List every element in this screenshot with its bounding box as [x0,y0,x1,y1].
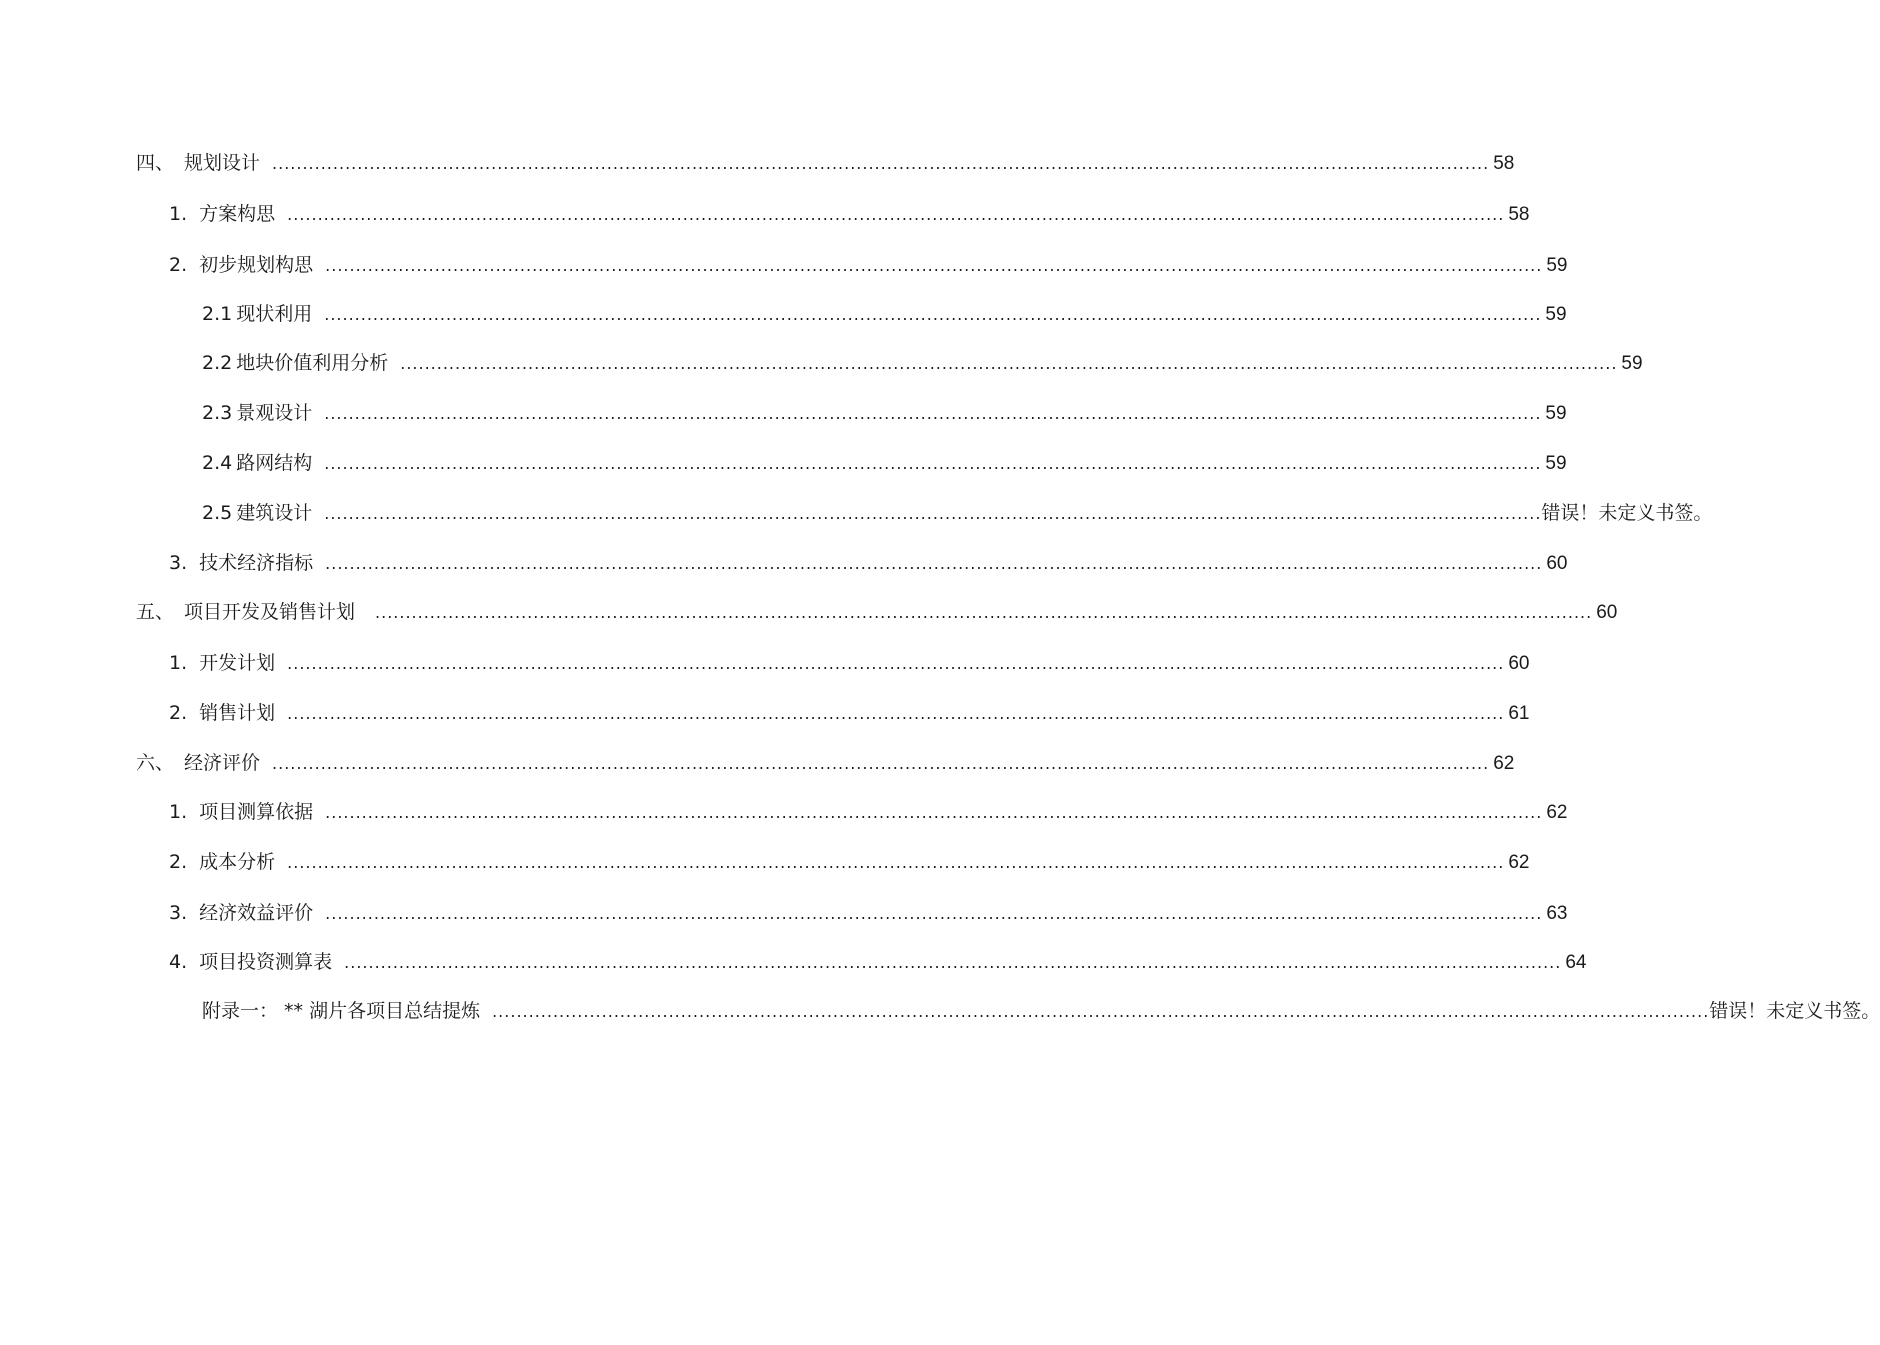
bookmark-error-text: 错误！未定义书签。 [1541,502,1713,524]
toc-entry-number: 五、 [136,601,175,623]
toc-entry[interactable] [202,398,1567,428]
dot-leader: ........................................................................................................................................................................................................ [324,504,1542,523]
toc-entry-page: 63 [1546,903,1568,924]
toc-entry-title: 初步规划构思 [199,254,314,276]
toc-entry-number: 1. [169,652,188,674]
toc-entry-page: 58 [1508,204,1530,225]
toc-entry-number: 2. [169,851,188,873]
toc-entry[interactable] [169,898,1568,928]
toc-entry-number: 3. [169,902,188,924]
toc-entry[interactable] [169,698,1530,728]
toc-entry-title: 销售计划 [199,702,276,724]
toc-entry-page: 62 [1546,802,1568,823]
toc-entry-page: 64 [1565,952,1587,973]
toc-entry-title: 技术经济指标 [199,552,314,574]
toc-entry[interactable] [202,348,1643,378]
toc-entry-page: 60 [1508,653,1530,674]
toc-entry-title: 成本分析 [199,851,276,873]
toc-entry-number: 四、 [136,152,175,174]
dot-leader: ........................................................................................................................................................................................................ [324,454,1542,473]
dot-leader: ........................................................................................................................................................................................................ [324,305,1542,324]
toc-entry-number: 1. [169,203,188,225]
toc-entry[interactable] [202,498,1713,528]
toc-entry[interactable] [136,597,1618,627]
toc-entry[interactable] [169,250,1568,280]
toc-entry-title: 附录一： ** 湖片各项目总结提炼 [202,1000,481,1022]
toc-entry[interactable] [169,199,1530,229]
toc-entry[interactable] [202,448,1567,478]
toc-entry[interactable] [169,847,1530,877]
toc-entry[interactable] [136,748,1515,778]
toc-entry-page: 61 [1508,703,1530,724]
toc-entry[interactable] [169,648,1530,678]
toc-entry-title: 现状利用 [236,303,313,325]
dot-leader: ........................................................................................................................................................................................................ [325,803,1543,822]
toc-entry[interactable] [202,299,1567,329]
dot-leader: ........................................................................................................................................................................................................ [287,654,1505,673]
toc-entry-number: 1. [169,801,188,823]
toc-entry-title: 开发计划 [199,652,276,674]
dot-leader: ........................................................................................................................................................................................................ [344,953,1562,972]
toc-entry-page: 59 [1546,255,1568,276]
toc-entry-title: 项目投资测算表 [199,951,333,973]
toc-entry-number: 2. [169,254,188,276]
dot-leader: ........................................................................................................................................................................................................ [400,354,1618,373]
toc-entry-title: 经济评价 [184,752,261,774]
toc-entry-title: 项目测算依据 [199,801,314,823]
toc-entry-number: 2. [169,702,188,724]
toc-entry-page: 58 [1493,153,1515,174]
toc-entry-page: 59 [1545,403,1567,424]
dot-leader: ........................................................................................................................................................................................................ [287,205,1505,224]
toc-entry-title: 方案构思 [199,203,276,225]
dot-leader: ........................................................................................................................................................................................................ [324,404,1542,423]
toc-entry-page: 60 [1596,602,1618,623]
dot-leader: ........................................................................................................................................................................................................ [272,754,1490,773]
toc-appendix-entry[interactable] [202,996,1880,1026]
toc-entry-title: 路网结构 [236,452,313,474]
toc-entry-page: 60 [1546,553,1568,574]
bookmark-error-text: 错误！未定义书签。 [1709,1000,1880,1022]
toc-entry-number: 2.4 [202,452,233,474]
dot-leader: ........................................................................................................................................................................................................ [287,704,1505,723]
toc-entry-number: 2.5 [202,502,233,524]
toc-entry-number: 2.1 [202,303,233,325]
toc-entry-number: 2.3 [202,402,233,424]
dot-leader: ........................................................................................................................................................................................................ [325,256,1543,275]
dot-leader: ........................................................................................................................................................................................................ [325,904,1543,923]
dot-leader: ........................................................................................................................................................................................................ [272,154,1490,173]
toc-entry[interactable] [136,148,1515,178]
toc-entry-page: 59 [1621,353,1643,374]
toc-entry-title: 项目开发及销售计划 [184,601,356,623]
toc-entry[interactable] [169,548,1568,578]
toc-entry[interactable] [169,947,1587,977]
toc-entry-number: 六、 [136,752,175,774]
toc-entry-number: 3. [169,552,188,574]
toc-entry-title: 地块价值利用分析 [236,352,389,374]
toc-entry-number: 2.2 [202,352,233,374]
toc-entry-number: 4. [169,951,188,973]
toc-entry-title: 经济效益评价 [199,902,314,924]
toc-entry-title: 建筑设计 [236,502,313,524]
toc-entry-page: 62 [1493,753,1515,774]
dot-leader: ........................................................................................................................................................................................................ [492,1002,1710,1021]
toc-entry-page: 62 [1508,852,1530,873]
dot-leader: ........................................................................................................................................................................................................ [287,853,1505,872]
dot-leader: ........................................................................................................................................................................................................ [375,603,1593,622]
toc-entry-title: 规划设计 [184,152,261,174]
toc-entry-title: 景观设计 [236,402,313,424]
toc-entry-page: 59 [1545,453,1567,474]
toc-entry-page: 59 [1545,304,1567,325]
dot-leader: ........................................................................................................................................................................................................ [325,554,1543,573]
toc-entry[interactable] [169,797,1568,827]
